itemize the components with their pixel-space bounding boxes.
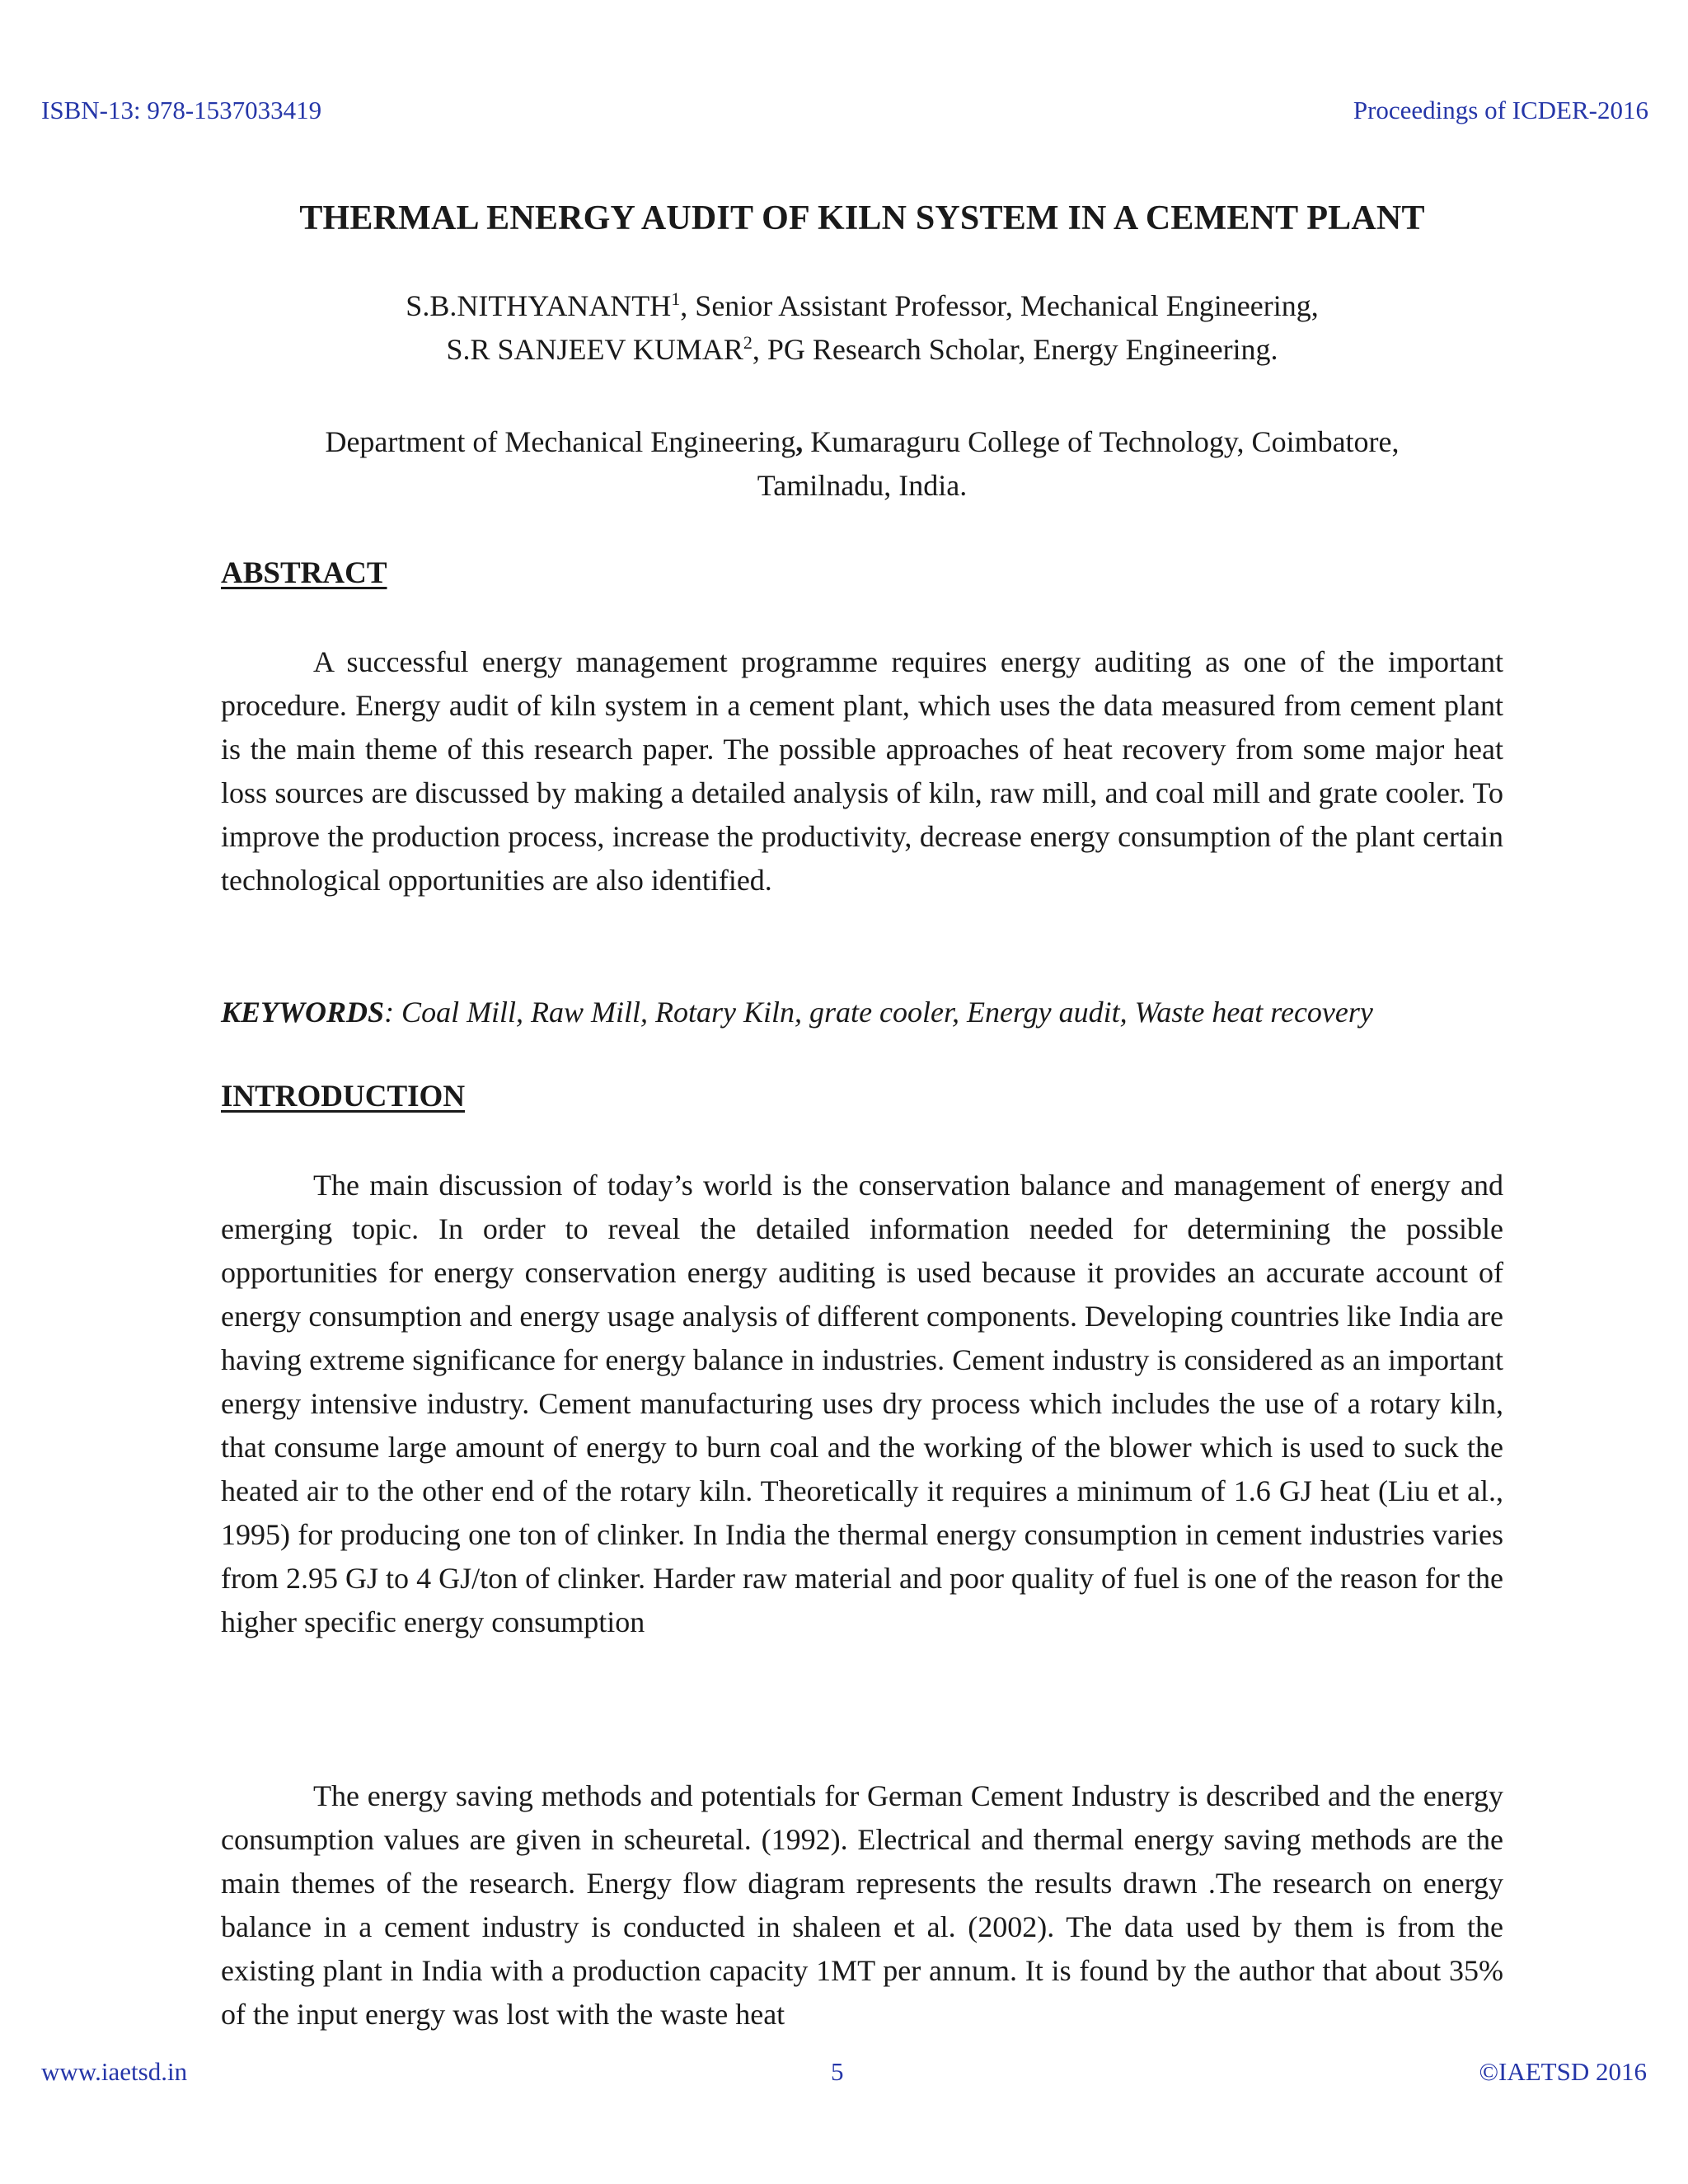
introduction-paragraph-2: The energy saving methods and potentials for German Cement Industry is described and the energy consumption values are given in scheuretal. (1992). Electrical and thermal energy saving methods are the main themes of the research. Energy flow diagram represents the results drawn .The research on energy balance in a cement industry is conducted in shaleen et al. (2002). The data used by them is from the existing plant in India with a production capacity 1MT per annum. It is found by the author that about 35% of the input energy was lost with the waste heat [221,1779,1503,2031]
keywords-line [221,991,1503,1034]
author-name: S.B.NITHYANANTH [406,289,672,322]
affiliation [221,420,1503,508]
paper-body [221,198,1503,2031]
affiliation-line-2: Tamilnadu, India. [757,469,968,502]
paper-title: THERMAL ENERGY AUDIT OF KILN SYSTEM IN A CEMENT PLANT [299,199,1425,237]
author-block [221,284,1503,372]
introduction-paragraph-1: The main discussion of today’s world is the conservation balance and management of energy and emerging topic. In order to reveal the detailed information needed for determining the possible opportunities for energy conservation energy auditing is used because it provides an accurate account of energy consumption and energy usage analysis of different components. Developing countries like India are having extreme significance for energy balance in industries. Cement industry is considered as an important energy intensive industry. Cement manufacturing uses dry process which includes the use of a rotary kiln, that consume large amount of energy to burn coal and the working of the blower which is used to suck the heated air to the other end of the rotary kiln. Theoretically it requires a minimum of 1.6 GJ heat (Liu et al., 1995) for producing one ton of clinker. In India the thermal energy consumption in cement industries varies from 2.95 GJ to 4 GJ/ton of clinker. Harder raw material and poor quality of fuel is one of the reason for the higher specific energy consumption [221,1169,1503,1638]
affiliation-institution: Kumaraguru College of Technology, Coimbatore, [803,425,1400,458]
author-role: , Senior Assistant Professor, Mechanical Engineering, [680,289,1319,322]
affiliation-department: Department of Mechanical Engineering [325,425,796,458]
author-superscript: 2 [743,332,753,353]
website-footer-link[interactable]: www.iaetsd.in [41,2057,188,2086]
introduction-heading: INTRODUCTION [221,1080,466,1113]
proceedings-header: Proceedings of ICDER-2016 [1353,96,1648,124]
keywords-label: KEYWORDS [221,996,385,1029]
author-name: S.R SANJEEV KUMAR [446,333,743,366]
author-superscript: 1 [671,288,681,309]
author-role: , PG Research Scholar, Energy Engineering. [752,333,1278,366]
abstract-paragraph: A successful energy management programme requires energy auditing as one of the important procedure. Energy audit of kiln system in a cement plant, which uses the data measured from cement plant is the main theme of this research paper. The possible approaches of heat recovery from some major heat loss sources are discussed by making a detailed analysis of kiln, raw mill, and coal mill and grate cooler. To improve the production process, increase the productivity, decrease energy consumption of the plant certain technological opportunities are also identified. [221,645,1503,897]
page-number: 5 [831,2057,844,2086]
abstract-heading: ABSTRACT [221,556,387,590]
author-line-1 [221,284,1503,328]
author-line-2 [221,328,1503,372]
isbn-header: ISBN-13: 978-1537033419 [41,96,322,124]
copyright-footer: ©IAETSD 2016 [1479,2057,1647,2086]
affiliation-comma: , [795,425,804,458]
keywords-list: : Coal Mill, Raw Mill, Rotary Kiln, grate cooler, Energy audit, Waste heat recovery [384,996,1373,1029]
affiliation-line-1 [221,420,1503,464]
